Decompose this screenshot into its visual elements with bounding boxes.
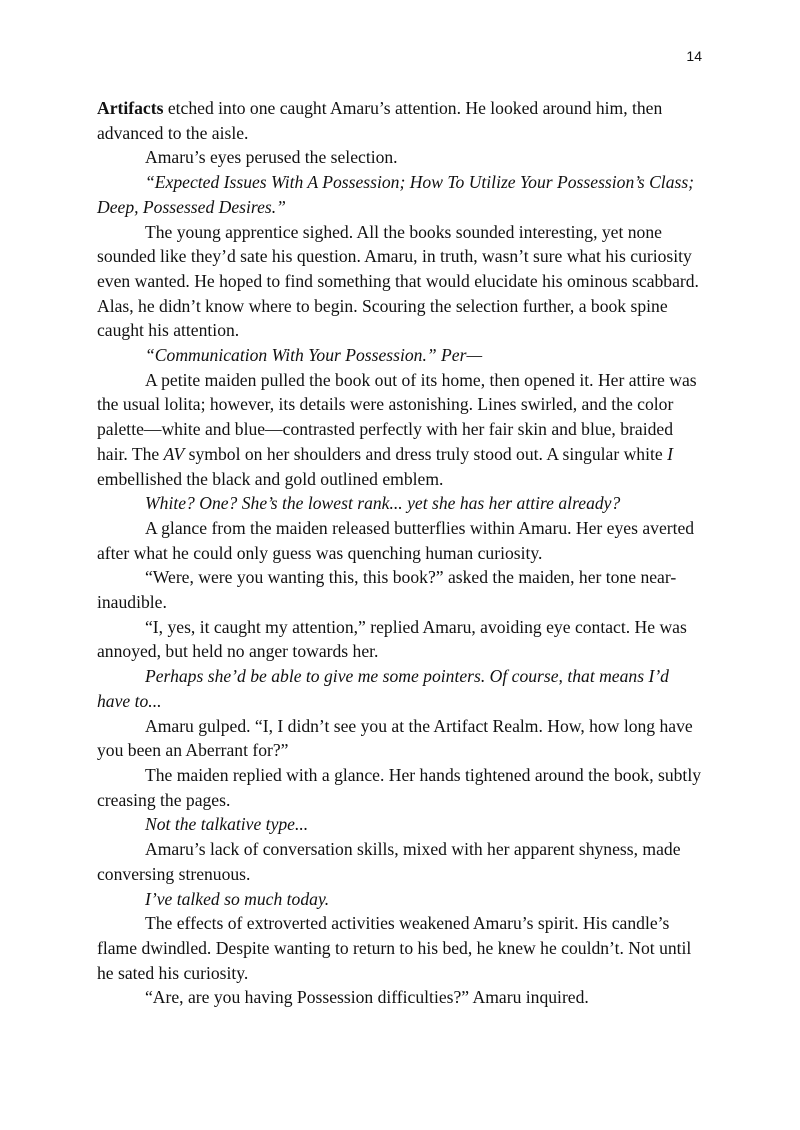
italic-text: I	[667, 443, 673, 464]
paragraph	[97, 145, 702, 170]
text-run: symbol on her shoulders and dress truly stood out. A singular white	[184, 443, 668, 464]
paragraph	[97, 985, 702, 1010]
page-number: 14	[686, 48, 702, 64]
italic-text: I’ve talked so much today.	[145, 888, 330, 909]
paragraph	[97, 220, 702, 344]
body-text	[97, 96, 702, 1010]
text-run: The young apprentice sighed. All the books sounded interesting, yet none sounded like they’d sate his question. Amaru, in truth, wasn’t sure what his curiosity even wanted. He hoped to find something that would elucidate his ominous scabbard. Alas, he didn’t know where to begin. Scouring the selection further, a book spine caught his attention.	[97, 221, 699, 341]
paragraph	[97, 911, 702, 985]
italic-text: “Expected Issues With A Possession; How To Utilize Your Possession’s Class; Deep, Possessed Desires.”	[97, 172, 695, 217]
paragraph	[97, 491, 702, 516]
italic-text: AV	[163, 443, 185, 464]
paragraph	[97, 170, 702, 219]
italic-text: “Communication With Your Possession.” Per—	[145, 345, 483, 366]
text-run: “Were, were you wanting this, this book?” asked the maiden, her tone near-inaudible.	[97, 567, 677, 613]
text-run: A glance from the maiden released butterflies within Amaru. Her eyes averted after what he could only guess was quenching human curiosity.	[97, 517, 695, 563]
text-run: A petite maiden pulled the book out of its home, then opened it. Her attire was the usual lolita; however, its details were astonishing. Lines swirled, and the color palette—white and blue—contrasted perfectly with her fair skin and blue, braided hair. The	[97, 369, 697, 464]
paragraph	[97, 837, 702, 886]
text-run: The effects of extroverted activities weakened Amaru’s spirit. His candle’s flame dwindled. Despite wanting to return to his bed, he knew he couldn’t. Not until he sated his curiosity.	[97, 913, 692, 983]
paragraph	[97, 516, 702, 565]
paragraph	[97, 343, 702, 368]
paragraph	[97, 368, 702, 492]
bold-text: Artifacts	[97, 98, 164, 118]
paragraph	[97, 96, 702, 145]
text-run: “I, yes, it caught my attention,” replied Amaru, avoiding eye contact. He was annoyed, but held no anger towards her.	[97, 616, 687, 662]
paragraph	[97, 615, 702, 664]
paragraph	[97, 887, 702, 912]
italic-text: White? One? She’s the lowest rank... yet she has her attire already?	[145, 493, 621, 514]
paragraph	[97, 664, 702, 713]
paragraph	[97, 565, 702, 614]
paragraph	[97, 812, 702, 837]
text-run: “Are, are you having Possession difficulties?” Amaru inquired.	[145, 987, 589, 1008]
italic-text: Not the talkative type...	[145, 814, 309, 835]
text-run: etched into one caught Amaru’s attention. He looked around him, then advanced to the aisle.	[97, 98, 663, 143]
text-run: Amaru’s lack of conversation skills, mixed with her apparent shyness, made conversing strenuous.	[97, 839, 681, 884]
text-run: Amaru gulped. “I, I didn’t see you at the Artifact Realm. How, how long have you been an Aberrant for?”	[97, 715, 693, 761]
text-run: The maiden replied with a glance. Her hands tightened around the book, subtly creasing the pages.	[97, 764, 701, 810]
paragraph	[97, 714, 702, 763]
paragraph	[97, 763, 702, 812]
text-run: embellished the black and gold outlined emblem.	[97, 468, 444, 489]
italic-text: Perhaps she’d be able to give me some pointers. Of course, that means I’d have to...	[97, 666, 669, 711]
text-run: Amaru’s eyes perused the selection.	[145, 147, 398, 168]
